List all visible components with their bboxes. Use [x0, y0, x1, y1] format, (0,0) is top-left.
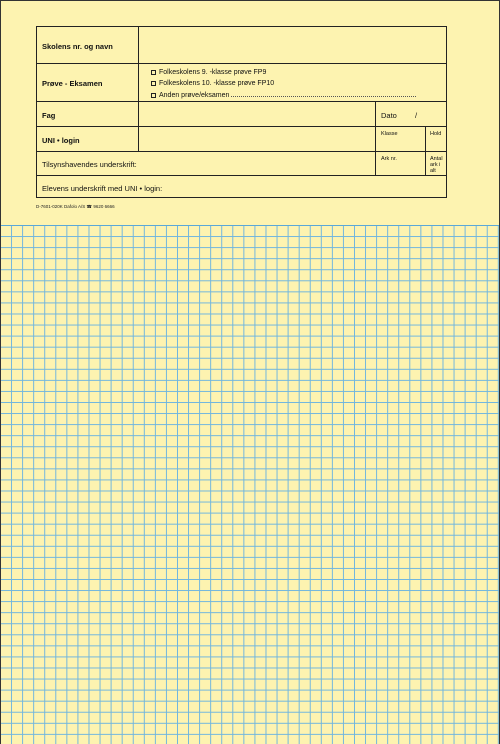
sheet-total-label: Antal ark i alt [430, 156, 443, 174]
class-label: Klasse [381, 131, 398, 137]
school-label: Skolens nr. og navn [42, 42, 113, 51]
supervisor-label: Tilsynshavendes underskrift: [42, 160, 137, 169]
exam-option-other[interactable]: Anden prøve/eksamen [151, 91, 416, 99]
school-field[interactable] [138, 27, 446, 63]
exam-options [138, 64, 446, 101]
supervisor-row [37, 152, 446, 176]
subject-field[interactable] [138, 102, 375, 126]
sheet-number-label: Ark nr. [381, 156, 397, 162]
graph-paper-area[interactable] [1, 225, 499, 744]
date-label: Dato [381, 111, 397, 120]
date-field[interactable] [375, 102, 446, 126]
exam-label: Prøve - Eksamen [42, 79, 103, 88]
exam-option-fp10[interactable]: Folkeskolens 10. -klasse prøve FP10 [151, 80, 274, 87]
sheet-number-field[interactable] [375, 152, 425, 175]
date-separator: / [415, 111, 418, 120]
product-id: D-7601-020K Dafolo A/S ☎ 9620 6666 [36, 204, 115, 209]
login-row [37, 127, 446, 152]
subject-label: Fag [42, 111, 56, 120]
supervisor-signature-field[interactable] [37, 152, 375, 175]
subject-row [37, 102, 446, 127]
exam-option-fp9[interactable]: Folkeskolens 9. -klasse prøve FP9 [151, 69, 266, 76]
checkbox-fp10[interactable] [151, 81, 156, 86]
class-field[interactable] [375, 127, 425, 151]
exam-row [37, 64, 446, 102]
school-row [37, 27, 446, 64]
team-label: Hold [430, 131, 442, 137]
login-label: UNI • login [42, 136, 80, 145]
other-exam-line[interactable] [231, 91, 416, 97]
student-signature-row [37, 176, 446, 197]
login-field[interactable] [138, 127, 375, 151]
checkbox-fp9[interactable] [151, 70, 156, 75]
header-form [36, 26, 447, 198]
student-signature-label: Elevens underskrift med UNI • login: [42, 184, 163, 193]
checkbox-other[interactable] [151, 93, 156, 98]
team-field[interactable] [425, 127, 446, 151]
student-signature-field[interactable] [37, 176, 446, 197]
sheet-total-field[interactable] [425, 152, 446, 175]
